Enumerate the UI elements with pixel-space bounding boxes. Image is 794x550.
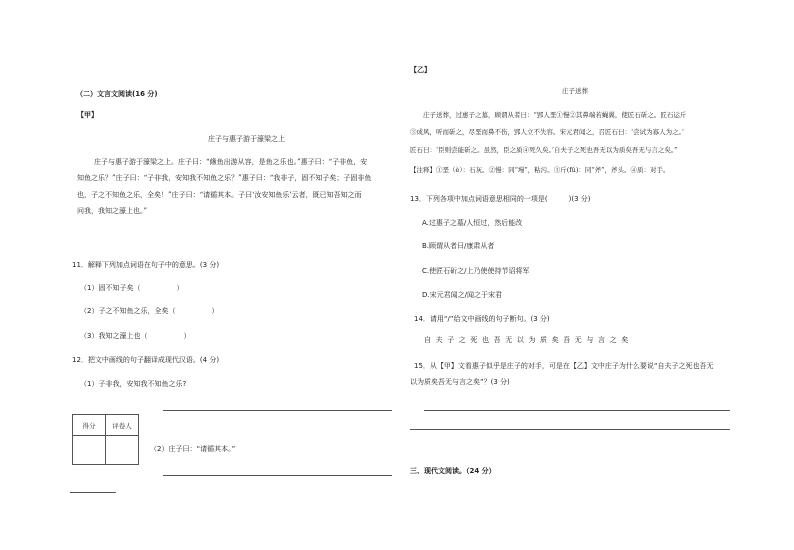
score-header: 得分: [73, 415, 106, 436]
q11-item-3: （3）我知之濠上也（ ）: [80, 332, 191, 340]
jia-text-line: 问我，我知之濠上也。”: [77, 207, 148, 215]
q14-sentence[interactable]: 自夫子之死也吾无以为质矣吾无与言之矣: [424, 336, 633, 344]
jia-label: 【甲】: [77, 111, 98, 119]
q13-option-d[interactable]: D.宋元君闻之/闻之于宋君: [422, 291, 502, 299]
yi-text-line: 庄子送葬，过惠子之墓，顾谓从者曰：“郢人垩①慢②其鼻端若蝇翼，使匠石斫之。匠石运斤: [423, 111, 687, 119]
q13-option-c[interactable]: C.使匠石斫之/上乃使使持节诏将军: [422, 267, 530, 275]
yi-text-line: 匠石曰：‘臣则尝能斫之。虽然，臣之质④死久矣。’自夫子之死也吾无以为质矣吾无与言之矣。”: [410, 146, 678, 154]
answer-line[interactable]: [163, 475, 392, 476]
section-title: （二）文言文阅读(16 分): [76, 90, 158, 98]
q12-item-1: （1）子非我，安知我不知鱼之乐?: [80, 380, 187, 388]
yi-title: 庄子送葬: [562, 87, 588, 95]
answer-line[interactable]: [163, 410, 392, 411]
answer-line[interactable]: [410, 429, 730, 430]
q11-item-1: （1）固不知子矣（ ）: [80, 284, 184, 292]
jia-text-line: 知鱼之乐？”庄子曰：“子非我，安知我不知鱼之乐？”惠子曰：“我非子，固不知子矣；子固非鱼: [77, 174, 372, 182]
score-cell[interactable]: [73, 436, 106, 465]
question-13: 13．下列各项中加点词语意思相同的一项是( )(3 分): [410, 195, 591, 203]
yi-label: 【乙】: [410, 66, 431, 74]
jia-text-line: 庄子与惠子游于濠梁之上。庄子曰：“鯈鱼出游从容，是鱼之乐也。”惠子曰：“子非鱼，安: [94, 158, 368, 166]
answer-line[interactable]: [424, 410, 730, 411]
q13-option-a[interactable]: A.过惠子之墓/人恒过，然后能改: [422, 219, 523, 227]
grader-cell[interactable]: [106, 436, 139, 465]
section-3-title: 三、现代文阅读。（24 分）: [410, 467, 496, 475]
question-15-line-2: 以为质矣吾无与言之矣”？(3 分): [410, 378, 510, 386]
question-12: 12．把文中画线的句子翻译成现代汉语。(4 分): [72, 356, 220, 364]
grader-header: 评卷人: [106, 415, 139, 436]
yi-note: 【注释】①垩（è）：石灰。②慢：同“墁”，粘污。③斤(fǔ)：同“斧”，斧头。④质：对手。: [410, 166, 670, 174]
score-table: [72, 414, 139, 465]
question-14: 14．请用“/”给文中画线的句子断句。(3 分): [414, 315, 550, 323]
q11-item-2: （2）子之不知鱼之乐，全矣（ ）: [80, 307, 219, 315]
question-11: 11．解释下列加点词语在句子中的意思。(3 分): [72, 261, 220, 269]
jia-title: 庄子与惠子游于濠梁之上: [208, 135, 285, 143]
q12-item-2: （2）庄子曰：“请循其本。”: [150, 445, 236, 453]
yi-text-line: ③成风，听而斫之，尽垩而鼻不伤，郢人立不失容。宋元君闻之，召匠石曰：‘尝试为寡人为之。’: [410, 128, 684, 136]
q13-option-b[interactable]: B.顾谓从者曰/康肃从者: [422, 242, 495, 250]
jia-text-line: 也，子之不知鱼之乐，全矣！”庄子曰：“请循其本。子曰‘汝安知鱼乐’云者，既已知吾知之而: [77, 191, 362, 199]
answer-line[interactable]: [70, 492, 116, 493]
question-15-line-1: 15．从【甲】文看惠子似乎是庄子的对手，可是在【乙】文中庄子为什么要说“自夫子之死也吾无: [414, 362, 714, 370]
